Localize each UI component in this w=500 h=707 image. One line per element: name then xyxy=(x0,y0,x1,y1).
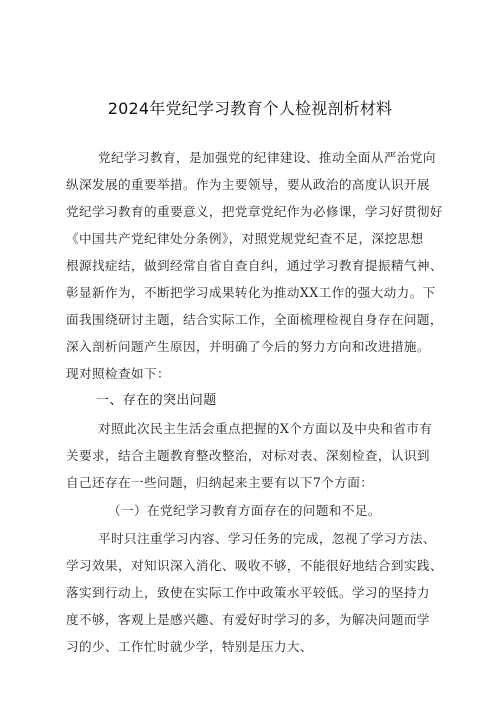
body-line: 学习效果，对知识深入消化、吸收不够，不能很好地结合到实践、 xyxy=(66,558,443,573)
section-heading: 一、存在的突出问题 xyxy=(96,393,217,408)
intro-line: 深入剖析问题产生原因，并明确了今后的努力方向和改进措施。 xyxy=(66,339,430,354)
subsection-heading: （一）在党纪学习教育方面存在的问题和不足。 xyxy=(108,503,381,518)
section-paragraph-line: 对照此次民主生活会重点把握的X个方面以及中央和省市有 xyxy=(98,421,433,436)
intro-line: 根源找症结，做到经常自省自查自纠，通过学习教育提振精气神、 xyxy=(66,258,443,273)
body-line: 度不够，客观上是感兴趣、有爱好时学习的多，为解决问题而学 xyxy=(66,612,430,627)
intro-line: 现对照检查如下： xyxy=(66,366,170,381)
intro-line: 彰显新作为，不断把学习成果转化为推动XX工作的强大动力。下 xyxy=(66,285,436,300)
document-title: 2024年党纪学习教育个人检视剖析材料 xyxy=(107,99,393,118)
intro-line: 党纪学习教育的重要意义，把党章党纪作为必修课，学习好贯彻好 xyxy=(66,204,443,219)
intro-line: 党纪学习教育，是加强党的纪律建设、推动全面从严治党向 xyxy=(98,150,436,165)
body-line: 落实到行动上，致使在实际工作中政策水平较低。学习的坚持力 xyxy=(66,585,430,600)
intro-line: 纵深发展的重要举措。作为主要领导，要从政治的高度认识开展 xyxy=(66,177,430,192)
body-line: 平时只注重学习内容、学习任务的完成，忽视了学习方法、 xyxy=(98,531,436,546)
section-paragraph-line: 关要求，结合主题教育整改整治，对标对表、深刻检查，认识到 xyxy=(66,448,430,463)
section-paragraph-line: 自己还存在一些问题，归纳起来主要有以下7个方面： xyxy=(66,475,374,490)
body-line: 习的少、工作忙时就少学，特别是压力大、 xyxy=(66,639,313,654)
intro-line: 《中国共产党纪律处分条例》，对照党规党纪查不足，深挖思想 xyxy=(66,231,424,246)
intro-line: 面我围绕研讨主题，结合实际工作，全面梳理检视自身存在问题， xyxy=(66,312,443,327)
